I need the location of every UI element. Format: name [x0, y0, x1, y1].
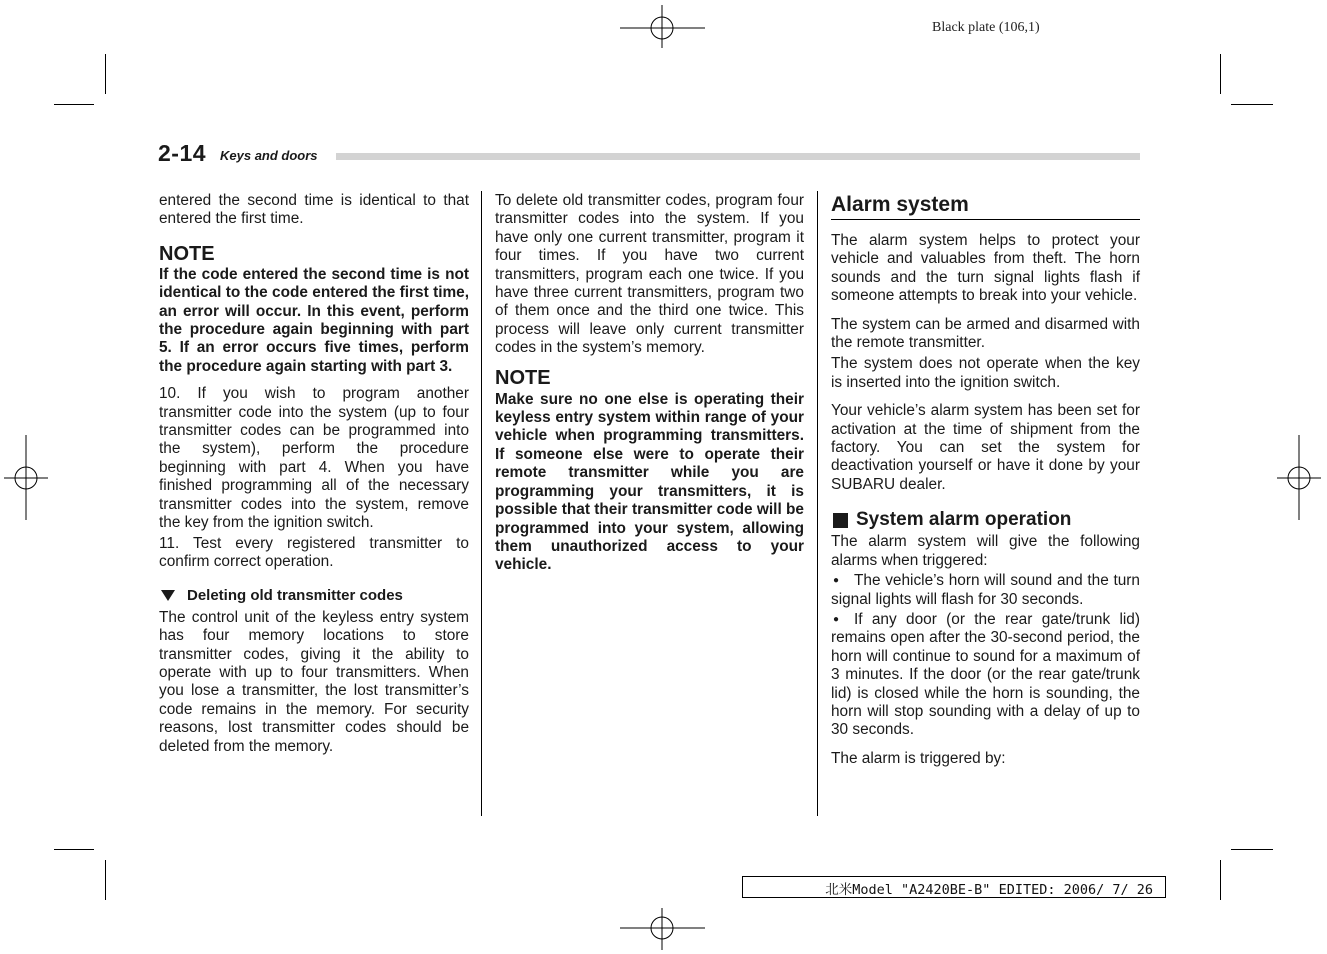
alarm-activation: Your vehicle’s alarm system has been set for activation at the time of shipment from the factory. You can set the system for deactivation yourself or have it done by your SUBARU dealer. — [831, 402, 1140, 493]
delete-instructions: To delete old transmitter codes, program four transmitter codes into the system. If you have only one current transmitter, program it four times. If you have two current transmitters, program each one twice. If you have three current transmitters, program two of them once and the third one twice. This process will leave only current transmitter codes in the system’s memory. — [495, 192, 804, 357]
step-11: 11. Test every registered transmitter to confirm correct operation. — [159, 534, 469, 570]
bullet-item — [831, 572, 1140, 609]
alarm-system-heading: Alarm system — [831, 192, 1140, 220]
system-alarm-operation-heading — [831, 508, 1140, 532]
page-header — [158, 140, 1140, 166]
note-body: If the code entered the second time is not identical to the code entered the first time, an error will occur. In this event, perform the procedure again beginning with part 5. If an error occurs five times, perform the procedure again starting with part 3. — [159, 265, 469, 375]
edit-stamp-box — [742, 876, 1166, 898]
triangle-bullet-icon — [161, 590, 175, 601]
delete-paragraph: The control unit of the keyless entry system has four memory locations to store transmitter codes, giving it the ability to operate with up to four transmitters. When you lose a transmitter, the lost transmitter’s code remains in the memory. For security reasons, lost transmitter codes should be deleted from the memory. — [159, 608, 469, 755]
alarm-operation-intro: The alarm system will give the following alarms when triggered: — [831, 533, 1140, 569]
alarm-ignition: The system does not operate when the key is inserted into the ignition switch. — [831, 355, 1140, 391]
plate-label: Black plate (106,1) — [932, 20, 1040, 35]
column-divider — [481, 191, 482, 816]
note-title: NOTE — [495, 366, 551, 389]
bullet-text: If any door (or the rear gate/trunk lid) remains open after the 30-second period, the horn will continue to sound for a maximum of 3 minutes. If the door (or the rear gate/trunk lid) is closed while the horn is sounding, the horn will stop sounding with a delay of up to 30 seconds. — [831, 610, 1140, 739]
edit-stamp: 北米Model "A2420BE-B" EDITED: 2006/ 7/ 26 — [825, 882, 1153, 898]
column-right — [831, 192, 1140, 768]
note-body: Make sure no one else is operating their keyless entry system within range of your vehicle when programming transmitters. If someone else were to operate their remote transmitter while you are programming your transmitters, it is possible that their transmitter code will be programmed into your system, allowing them unauthorized access to your vehicle. — [495, 390, 804, 574]
bullet-item — [831, 611, 1140, 740]
note-title: NOTE — [159, 242, 215, 265]
header-rule — [336, 153, 1140, 160]
bullet-text: The vehicle’s horn will sound and the turn signal lights will flash for 30 seconds. — [831, 572, 1140, 608]
bullet-dot-icon: ● — [833, 575, 840, 587]
column-middle — [495, 192, 804, 575]
section-title: Keys and doors — [220, 148, 318, 163]
column-left — [159, 192, 469, 756]
step-10: 10. If you wish to program another transmitter code into the system (up to four transmitter codes can be programmed into the system), perform the procedure beginning with part 4. When you have finished programming all of the necessary transmitter codes into the system, remove the key from the ignition switch. — [159, 385, 469, 532]
bullet-dot-icon: ● — [833, 613, 840, 625]
alarm-intro: The alarm system helps to protect your vehicle and valuables from theft. The horn sounds and the turn signal lights flash if someone attempts to break into your vehicle. — [831, 232, 1140, 305]
alarm-armed: The system can be armed and disarmed with the remote transmitter. — [831, 315, 1140, 352]
column-divider — [817, 191, 818, 816]
subheading-text: Deleting old transmitter codes — [187, 587, 403, 605]
page-number: 2-14 — [158, 140, 207, 166]
intro-paragraph: entered the second time is identical to that entered the first time. — [159, 192, 469, 228]
subheading-text: System alarm operation — [856, 509, 1072, 531]
alarm-triggered: The alarm is triggered by: — [831, 749, 1006, 767]
square-bullet-icon — [833, 513, 848, 528]
subheading-deleting-codes — [159, 587, 469, 605]
